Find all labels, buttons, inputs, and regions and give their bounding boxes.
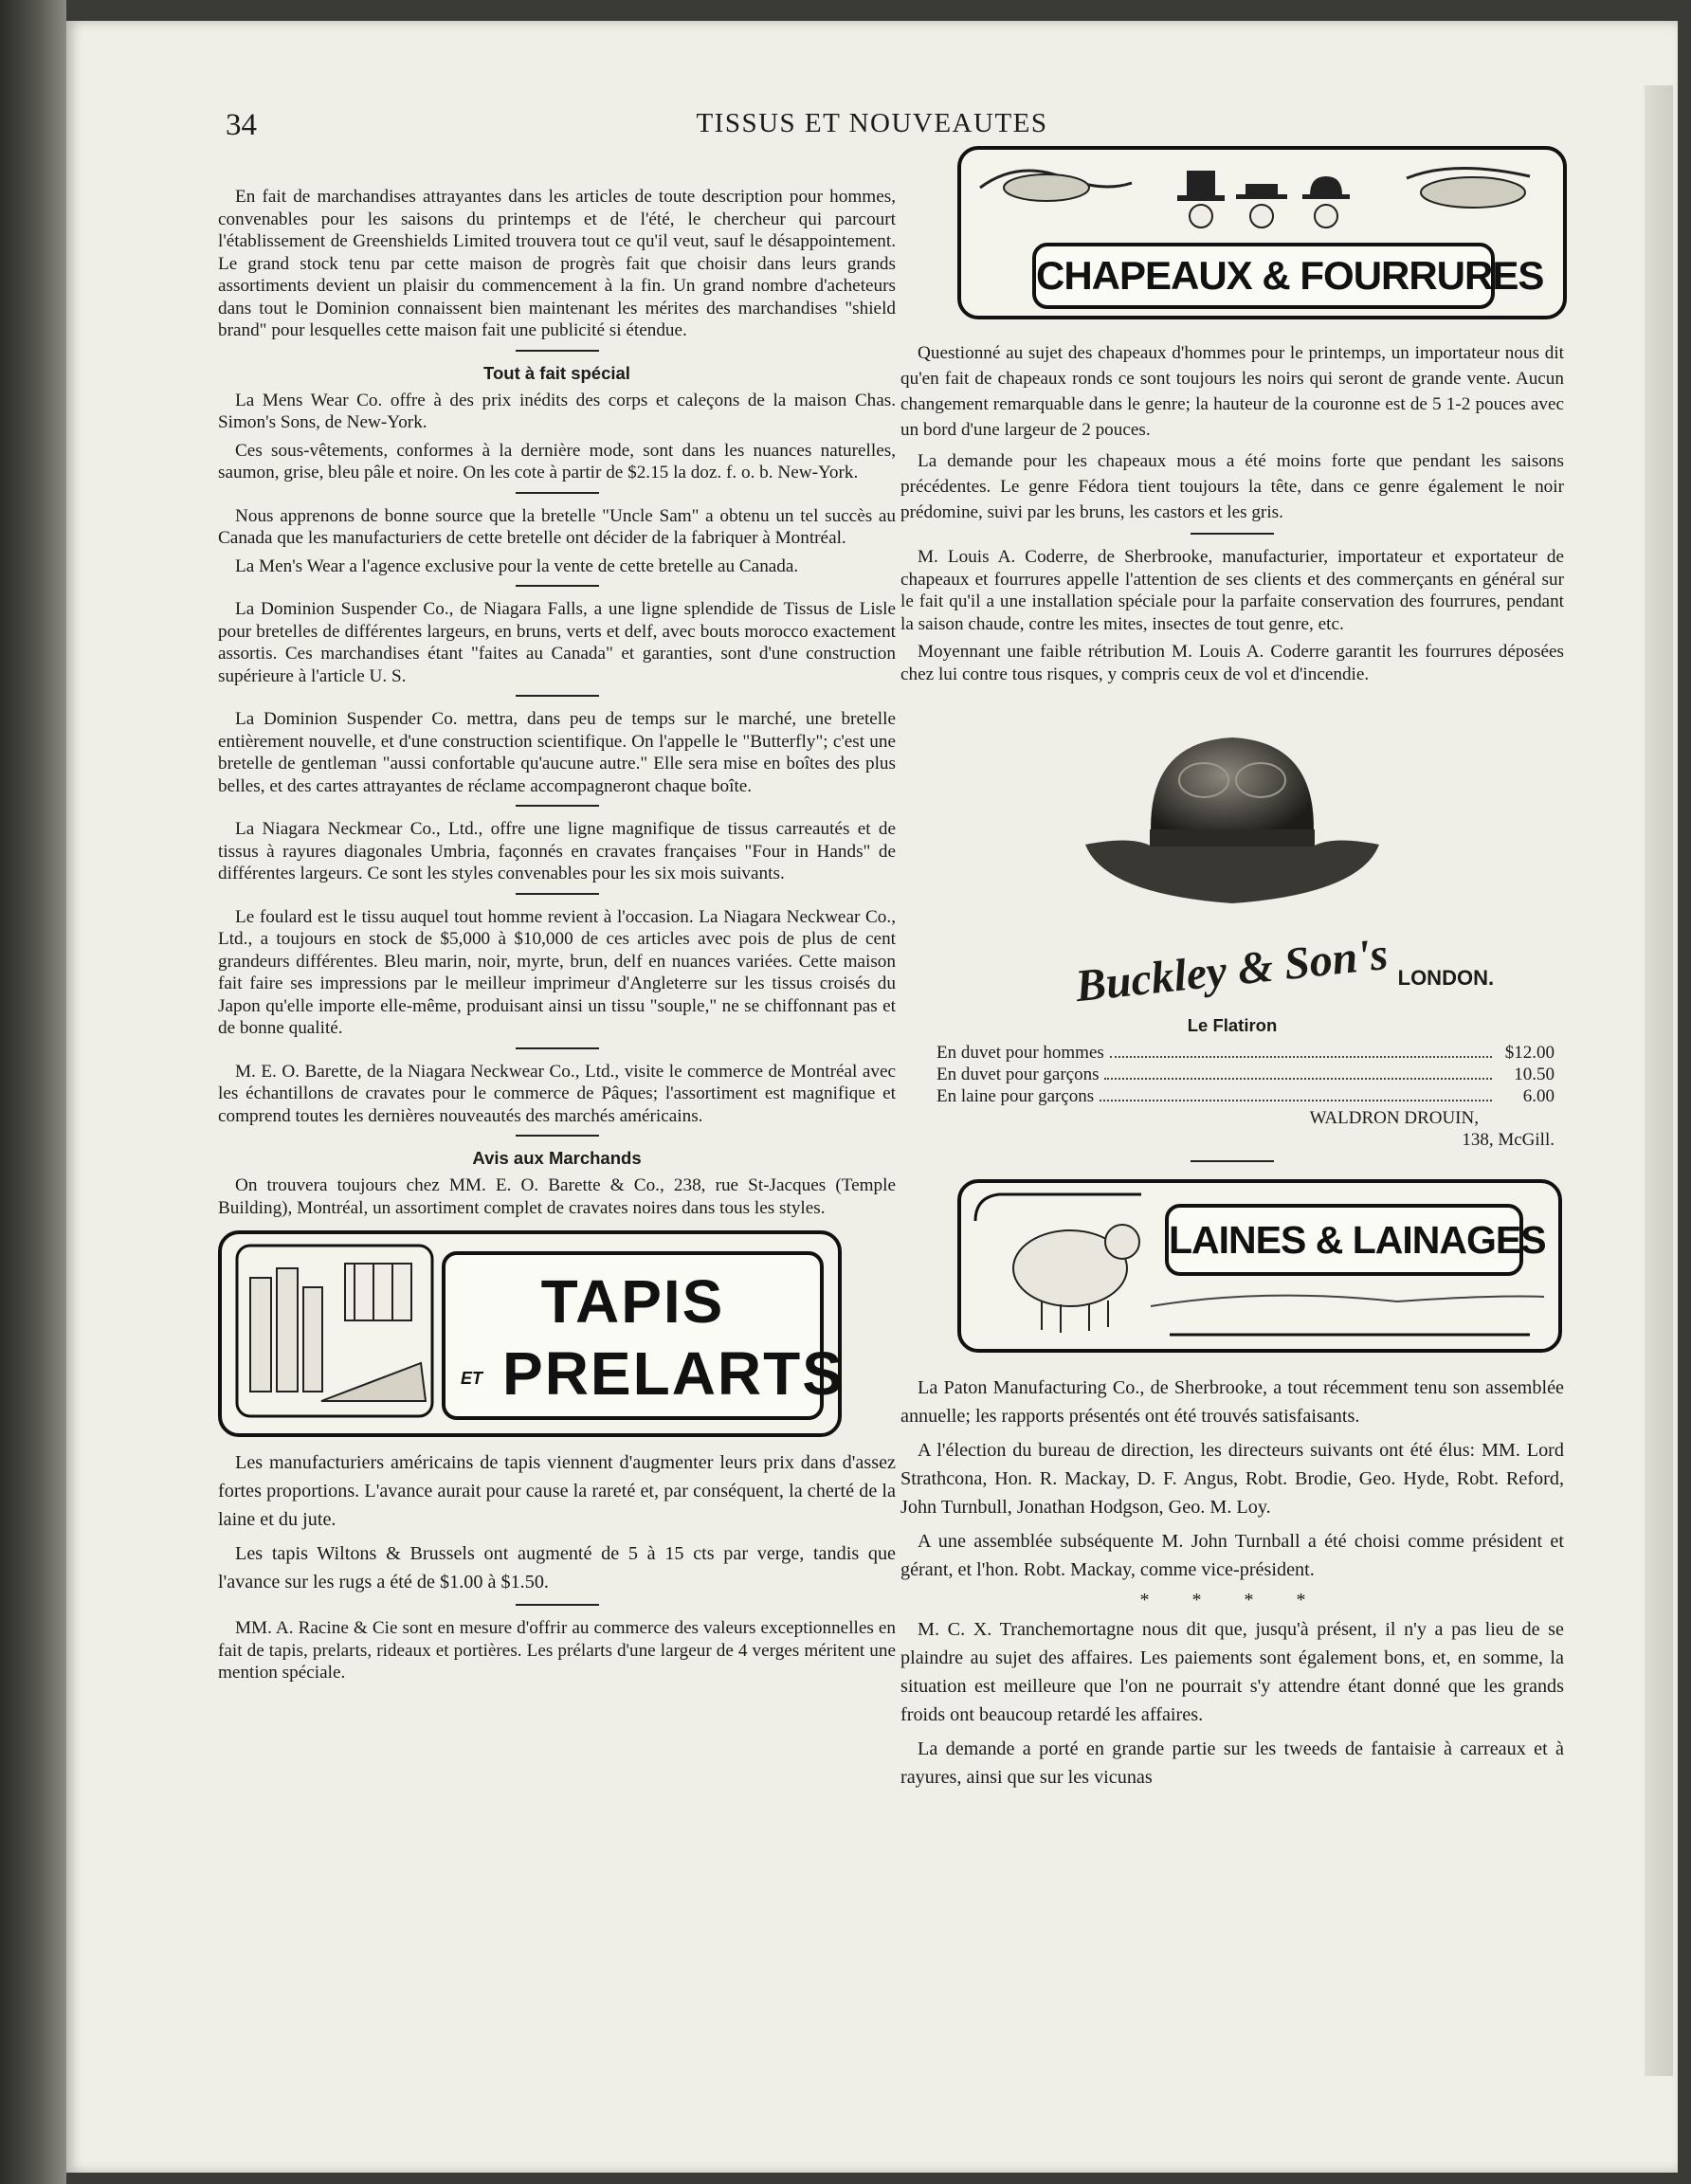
paragraph-greenshields: En fait de marchandises attrayantes dans les articles de toute description pour hommes, convenables pour les saisons du printemps et de l'été, le chercheur qui parcourt l'établissement de Greenshields Limited trouvera tout ce qu'il veut, sauf le désappointement. Le grand stock tenu par cette maison de progrès fait que choisir dans leurs grands assortiments devient un plaisir du commencement à la fin. Un grand nombre d'acheteurs dans tout le Dominion connaissent bien maintenant les mérites des marchandises "shield brand" pour lesquelles cette maison fait une publicité si étendue. [218,187,896,340]
leader-dots [1100,1085,1492,1101]
laines-plaque: LAINES & LAINAGES [1165,1204,1523,1276]
price-label: En duvet pour garçons [936,1065,1100,1084]
left-column [218,186,896,1690]
price-label: En duvet pour hommes [936,1043,1104,1063]
page-edge [1645,85,1673,2076]
price-amount: $12.00 [1504,1043,1555,1063]
price-row [900,1064,1564,1085]
paragraph-tranchemortagne-2: La demande a porté en grande partie sur les tweeds de fantaisie à carreaux et à rayures, ainsi que sur les vicunas [900,1738,1564,1788]
paragraph-tranchemortagne-1: M. C. X. Tranchemortagne nous dit que, jusqu'à présent, il n'y a pas lieu de se plaindre au sujet des affaires. Les paiements sont également bons, et, en somme, la situation est meilleure que l'on ne pourrait s'y attendre étant donné que les grands froids ont beaucoup retardé les affaires. [900,1619,1564,1725]
subhead-special: Tout à fait spécial [483,362,630,383]
divider [516,1604,599,1606]
paragraph-tapis-1: Les manufacturiers américains de tapis viennent d'augmenter leurs prix dans d'assez fortes proportions. L'avance aurait pour cause la rareté et, par conséquent, la cherté de la laine et du jute. [218,1452,896,1530]
paragraph-tapis-2: Les tapis Wiltons & Brussels ont augmenté de 5 à 15 cts par verge, tandis que l'avance sur les rugs a été de $1.00 à $1.50. [218,1543,896,1592]
laines-lainages-banner [957,1179,1562,1353]
page-number: 34 [226,108,257,142]
magazine-page [66,21,1678,2173]
leader-dots [1110,1042,1492,1058]
paragraph-suspender-2: La Dominion Suspender Co. mettra, dans peu de temps sur le marché, une bretelle entièrement nouvelle, et d'une construction scientifique. On l'appelle le "Butterfly"; c'est une bretelle de gentleman "aussi confortable qu'aucune autre." Elle sera mise en boîtes des plus belles, et des cartes attrayantes de réclame accompagneront chaque boîte. [218,709,896,796]
buckley-brand [900,928,1564,1012]
tapis-section [218,1448,896,1596]
paragraph-hats-2: La demande pour les chapeaux mous a été moins forte que pendant les saisons précédentes. Le genre Fédora tient toujours la tête, dans ce genre également le noir prédomine, suivi par les bruns, les castors et les gris. [900,451,1564,522]
paragraph-agency: La Men's Wear a l'agence exclusive pour la vente de cette bretelle au Canada. [235,555,799,576]
paragraph-paton-1: La Paton Manufacturing Co., de Sherbrooke, a tout récemment tenu son assemblée annuelle; les rapports présentés ont été trouvés satisfaisants. [900,1377,1564,1427]
carpet-rolls-illustration [231,1240,440,1425]
paragraph-coderre-2: Moyennant une faible rétribution M. Louis A. Coderre garantit les fourrures déposées chez lui contre tous risques, y compris ceux de vol et d'incendie. [900,642,1564,684]
bowler-hat-illustration [1076,723,1389,922]
tapis-et: ET [461,1369,483,1388]
tapis-title: TAPIS [540,1267,725,1336]
leader-dots [1104,1064,1492,1080]
running-head: TISSUS ET NOUVEAUTES [696,108,1048,138]
divider [1191,1160,1274,1162]
chapeaux-plaque: CHAPEAUX & FOURRURES [1032,243,1495,309]
paragraph-racine: MM. A. Racine & Cie sont en mesure d'offrir au commerce des valeurs exceptionnelles en fait de tapis, prelarts, rideaux et portières. Les prélarts d'une largeur de 4 verges méritent une mention spéciale. [218,1618,896,1683]
paragraph-mens-wear: La Mens Wear Co. offre à des prix inédits des corps et caleçons de la maison Chas. Simon's Sons, de New-York. [218,390,896,432]
divider [516,1135,599,1137]
price-amount: 6.00 [1522,1086,1555,1106]
paragraph-coderre-1: M. Louis A. Coderre, de Sherbrooke, manufacturier, importateur et exportateur de chapeaux et fourrures appelle l'attention de ses clients et des commerçants en général sur le fait qu'il a une installation spéciale pour la parfaite conservation des fourrures, pendant la saison chaude, contre les mites, insectes de tout genre, etc. [900,547,1564,634]
subhead-avis: Avis aux Marchands [472,1148,642,1168]
right-column [900,125,1564,1797]
hats-and-animals-illustration [961,150,1558,245]
paragraph-suspender-1: La Dominion Suspender Co., de Niagara Falls, a une ligne splendide de Tissus de Lisle pour bretelles de différentes largeurs, en bruns, verts et delf, avec bouts morocco exactement assortis. Ces marchandises étant "faites au Canada" et garanties, sont d'une construction supérieure à l'article U. S. [218,599,896,686]
paragraph-mens-wear-2: Ces sous-vêtements, conformes à la dernière mode, sont dans les nuances naturelles, saumon, grise, bleu pâle et noire. On les cote à partir de $2.15 la doz. f. o. b. New-York. [218,440,896,482]
buckley-logo-text: Buckley & Son's [1073,928,1391,1012]
merchant-name: WALDRON DROUIN, [1309,1108,1479,1128]
buckley-ad [900,723,1564,1151]
divider [516,1047,599,1049]
tapis-plaque [442,1251,845,1420]
divider [516,492,599,494]
paragraph-foulard: Le foulard est le tissu auquel tout homme revient à l'occasion. La Niagara Neckwear Co., Ltd., a toujours en stock de $5,000 à $10,000 de ces articles avec pois de plus de cent grandeurs différentes. Bleu marin, noir, myrte, brun, delf en nuances variées. Cette maison fait faire ses impressions par le meilleur imprimeur d'Angleterre sur les tissus croisés du Japon qu'elle importe elle-même, produisant ainsi un tissu "souple," ne se chiffonnant pas et de bonne qualité. [218,906,896,1038]
chapeaux-fourrures-banner [957,146,1567,319]
paragraph-paton-3: A une assemblée subséquente M. John Turnball a été choisi comme président et gérant, et l'hon. Robt. Mackay, comme vice-président. [900,1531,1564,1580]
price-row [900,1085,1564,1107]
ad-title: Le Flatiron [1187,1015,1278,1035]
paragraph-avis: On trouvera toujours chez MM. E. O. Barette & Co., 238, rue St-Jacques (Temple Building), Montréal, un assortiment complet de cravates noires dans tous les styles. [218,1175,896,1218]
merchant-address: 138, McGill. [1462,1130,1555,1150]
price-label: En laine pour garçons [936,1086,1095,1106]
price-list [900,1042,1564,1107]
divider [1191,533,1274,535]
price-amount: 10.50 [1514,1065,1555,1084]
paragraph-uncle-sam: Nous apprenons de bonne source que la bretelle "Uncle Sam" a obtenu un tel succès au Canada que les manufacturiers de cette bretelle ont décider de la fabriquer à Montréal. [218,505,896,548]
book-binding [0,0,66,2184]
paragraph-hats-1: Questionné au sujet des chapeaux d'hommes pour le printemps, un importateur nous dit qu'en fait de chapeaux ronds ce sont toujours les noirs qui seront de grande vente. Aucun changement remarquable dans le genre; la hauteur de la couronne est de 5 1-2 pouces avec un bord d'une largeur de 2 pouces. [900,343,1564,440]
divider [516,893,599,895]
prelarts-title: PRELARTS [502,1339,845,1408]
buckley-city: LONDON. [1397,966,1495,990]
divider [516,695,599,697]
paragraph-paton-2: A l'élection du bureau de direction, les directeurs suivants ont été élus: MM. Lord Strathcona, Hon. R. Mackay, D. F. Angus, Robt. Brodie, Geo. Hyde, Robt. Reford, John Turnbull, Jonathan Hodgson, Geo. M. Loy. [900,1440,1564,1518]
paragraph-neckwear: La Niagara Neckmear Co., Ltd., offre une ligne magnifique de tissus carreautés et de tissus à rayures diagonales Umbria, façonnés en cravates françaises "Four in Hands" de différentes largeurs. Ce sont les styles convenables pour les six mois suivants. [218,819,896,883]
tapis-prelarts-banner [218,1230,845,1437]
divider [516,350,599,352]
divider [516,805,599,807]
price-row [900,1042,1564,1064]
section-stars: * * * * [1139,1590,1325,1611]
paragraph-barette: M. E. O. Barette, de la Niagara Neckwear Co., Ltd., visite le commerce de Montréal avec les échantillons de cravates pour le commerce de Pâques; l'assortiment est magnifique et comprend toutes les dernières nouveautés des marchés américains. [218,1061,896,1126]
divider [516,585,599,587]
paton-section [900,1374,1564,1792]
